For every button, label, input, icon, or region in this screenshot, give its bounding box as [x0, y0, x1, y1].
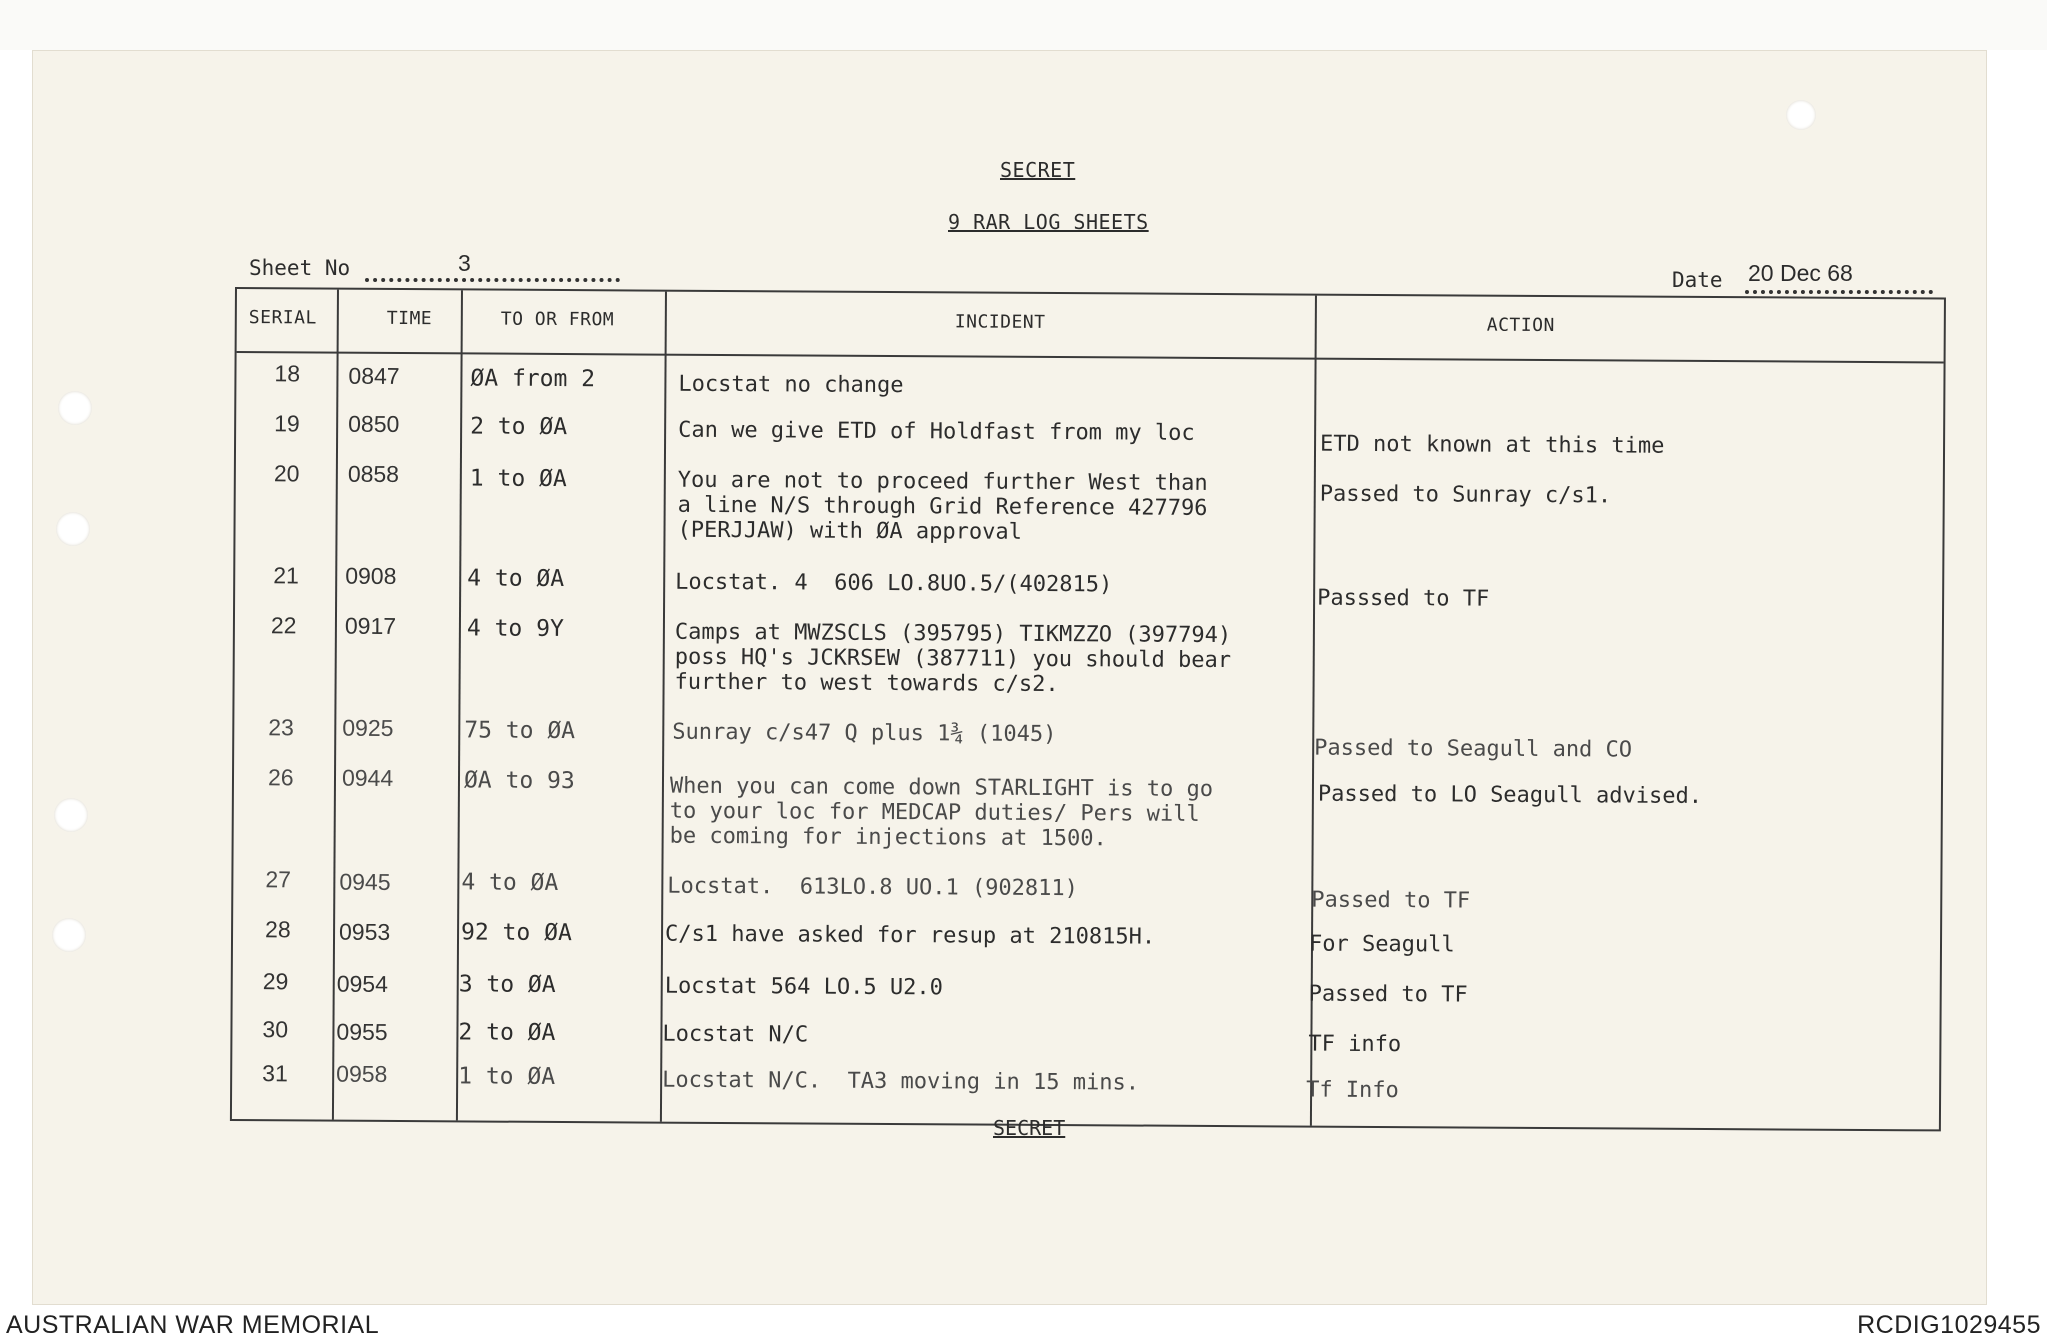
punch-hole: [52, 918, 86, 952]
action-cell: ETD not known at this time: [1319, 431, 1665, 459]
incident-cell: Locstat N/C. TA3 moving in 15 mins.: [662, 1067, 1140, 1096]
time-cell: 0908: [345, 562, 397, 589]
action-cell: TF info: [1308, 1031, 1402, 1058]
to-or-from-cell: 4 to ØA: [461, 869, 559, 896]
record-id: RCDIG1029455: [1857, 1311, 2041, 1339]
punch-hole: [1786, 100, 1816, 130]
serial-cell: 21: [273, 562, 299, 589]
log-table: [230, 287, 1946, 1131]
header-action: ACTION: [1486, 314, 1555, 337]
archive-name: AUSTRALIAN WAR MEMORIAL: [6, 1311, 380, 1339]
incident-cell: When you can come down STARLIGHT is to go to your loc for MEDCAP duties/ Pers will be coming for injections at 1500.: [669, 773, 1214, 852]
action-cell: Passsed to TF: [1317, 585, 1490, 612]
action-cell: Tf Info: [1306, 1077, 1399, 1104]
classification-bottom: SECRET: [993, 1116, 1066, 1140]
to-or-from-cell: 1 to ØA: [469, 465, 567, 493]
to-or-from-cell: 75 to ØA: [464, 717, 576, 745]
header-incident: INCIDENT: [954, 311, 1046, 333]
serial-cell: 22: [270, 612, 297, 639]
header-time: TIME: [386, 307, 433, 330]
serial-cell: 31: [262, 1060, 288, 1087]
classification-top: SECRET: [1000, 158, 1076, 182]
sheet-number-value: 3: [458, 250, 471, 276]
action-cell: Passed to LO Seagull advised.: [1317, 781, 1703, 809]
date-label: Date: [1672, 268, 1723, 292]
to-or-from-cell: 2 to ØA: [470, 413, 568, 441]
serial-cell: 27: [265, 866, 292, 893]
to-or-from-cell: ØA to 93: [463, 767, 575, 795]
to-or-from-cell: 4 to 9Y: [466, 615, 564, 643]
incident-cell: Locstat. 4 606 LO.8UO.5/(402815): [675, 569, 1113, 598]
scan-background: [0, 0, 2047, 50]
time-cell: 0944: [341, 764, 394, 791]
to-or-from-cell: 2 to ØA: [458, 1019, 556, 1046]
incident-cell: Locstat no change: [678, 371, 904, 399]
time-cell: 0850: [348, 410, 400, 438]
time-cell: 0945: [339, 868, 391, 895]
time-cell: 0954: [336, 970, 388, 997]
incident-cell: C/s1 have asked for resup at 210815H.: [664, 921, 1156, 950]
to-or-from-cell: 1 to ØA: [458, 1063, 556, 1090]
action-cell: For Seagull: [1308, 931, 1455, 958]
action-cell: Passed to TF: [1308, 981, 1468, 1008]
serial-cell: 30: [262, 1016, 289, 1043]
header-separator: [237, 351, 1944, 363]
incident-cell: Camps at MWZSCLS (395795) TIKMZZO (397794) poss HQ's JCKRSEW (387711) you should bear further to west towards c/s2.: [674, 619, 1232, 698]
punch-hole: [54, 798, 88, 832]
sheet-number-label: Sheet No: [249, 256, 351, 280]
action-cell: Passed to TF: [1311, 887, 1471, 914]
header-serial: SERIAL: [248, 307, 317, 329]
to-or-from-cell: 92 to ØA: [460, 919, 572, 947]
time-cell: 0958: [336, 1060, 388, 1087]
serial-cell: 20: [273, 460, 300, 487]
time-cell: 0917: [344, 612, 397, 639]
incident-cell: Can we give ETD of Holdfast from my loc: [678, 417, 1195, 446]
to-or-from-cell: 4 to ØA: [467, 565, 565, 593]
punch-hole: [58, 391, 92, 425]
punch-hole: [56, 512, 90, 546]
date-value: 20 Dec 68: [1748, 260, 1853, 286]
incident-cell: Sunray c/s47 Q plus 1¾ (1045): [672, 719, 1057, 748]
serial-cell: 26: [267, 764, 294, 791]
to-or-from-cell: ØA from 2: [470, 365, 596, 393]
action-cell: Passed to Seagull and CO: [1314, 735, 1633, 763]
time-cell: 0925: [342, 714, 394, 741]
incident-cell: Locstat N/C: [662, 1021, 809, 1048]
time-cell: 0858: [347, 460, 400, 488]
sheet-number-dotted-line: [365, 258, 620, 282]
serial-cell: 28: [264, 916, 291, 943]
time-cell: 0953: [338, 918, 391, 945]
serial-cell: 29: [262, 968, 289, 995]
incident-cell: Locstat. 613LO.8 UO.1 (902811): [667, 873, 1079, 902]
serial-cell: 19: [274, 410, 300, 437]
incident-cell: You are not to proceed further West than a line N/S through Grid Reference 427796 (PERJJAW) with ØA approval: [677, 467, 1208, 545]
time-cell: 0847: [348, 362, 400, 390]
header-to-or-from: TO OR FROM: [500, 308, 615, 331]
serial-cell: 23: [268, 714, 294, 741]
time-cell: 0955: [336, 1018, 388, 1045]
incident-cell: Locstat 564 LO.5 U2.0: [664, 973, 943, 1001]
action-cell: Passed to Sunray c/s1.: [1319, 481, 1612, 509]
serial-cell: 18: [274, 360, 301, 387]
archive-footer: [0, 1305, 2047, 1343]
to-or-from-cell: 3 to ØA: [458, 971, 556, 998]
document-title: 9 RAR LOG SHEETS: [948, 210, 1149, 234]
